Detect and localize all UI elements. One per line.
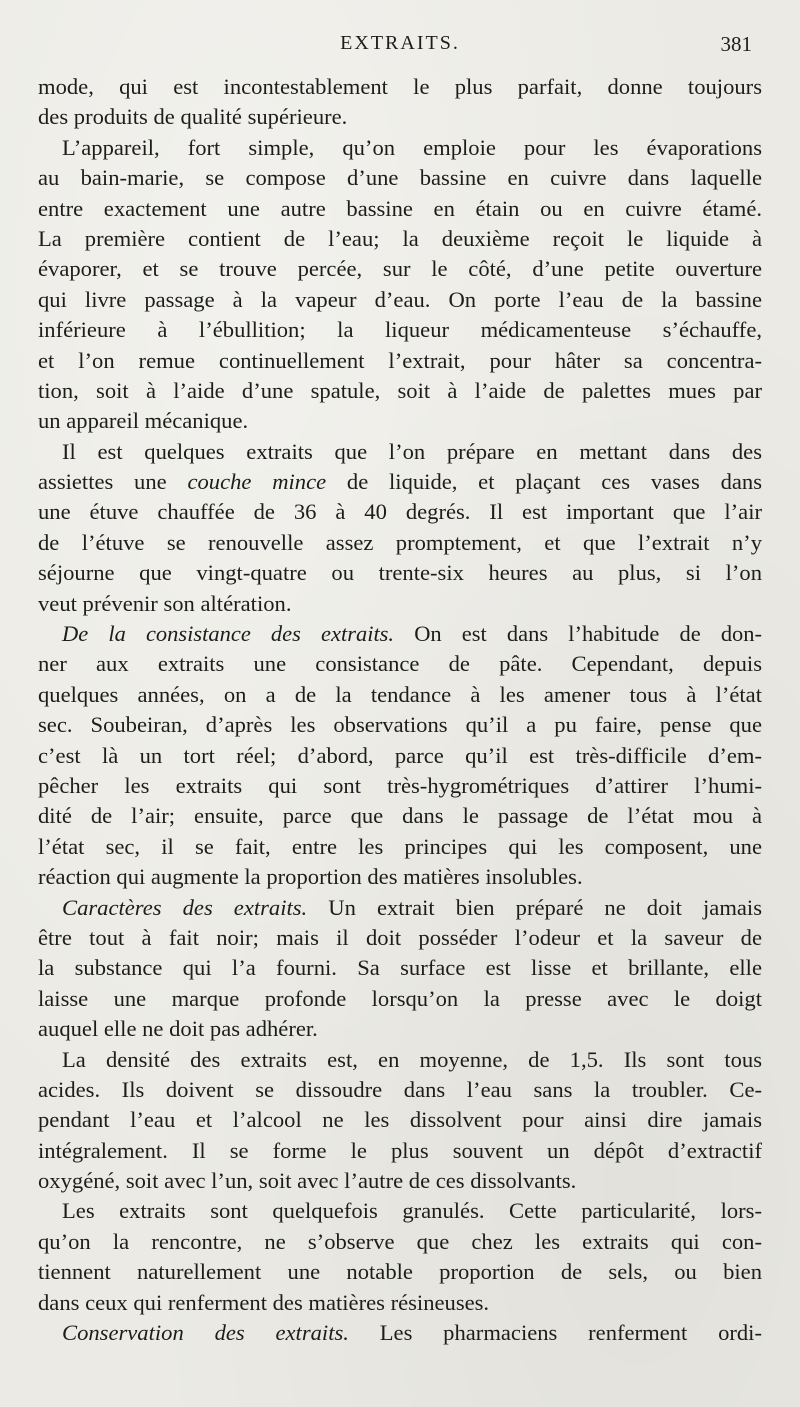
text-line: tion, soit à l’aide d’une spatule, soit à l’aide de palettes mues par	[38, 377, 762, 403]
text-line: être tout à fait noir; mais il doit posséder l’odeur et la saveur de	[38, 924, 762, 950]
text-line: L’appareil, fort simple, qu’on emploie pour les évaporations	[62, 134, 762, 160]
text-line: ner aux extraits une consistance de pâte. Cependant, depuis	[38, 651, 762, 677]
section-heading: Conservation des extraits.	[62, 1320, 349, 1346]
text-line: La première contient de l’eau; la deuxième reçoit le liquide à	[38, 225, 762, 251]
text-line: réaction qui augmente la proportion des matières insolubles.	[38, 864, 583, 890]
text-line	[38, 619, 762, 649]
text-line	[38, 467, 762, 497]
text-line: qui livre passage à la vapeur d’eau. On porte l’eau de la bassine	[38, 286, 762, 312]
text-run: Un extrait bien préparé ne doit jamais	[307, 894, 762, 920]
text-run: On est dans l’habitude de don-	[394, 621, 762, 647]
text-line	[38, 893, 762, 923]
text-line: de l’étuve se renouvelle assez promptement, et que l’extrait n’y	[38, 529, 762, 555]
text-line: des produits de qualité supérieure.	[38, 104, 348, 130]
text-line: évaporer, et se trouve percée, sur le côté, d’une petite ouverture	[38, 256, 762, 282]
text-line: entre exactement une autre bassine en étain ou en cuivre étamé.	[38, 195, 762, 221]
text-line: acides. Ils doivent se dissoudre dans l’eau sans la troubler. Ce-	[38, 1076, 762, 1102]
text-line: l’état sec, il se fait, entre les principes qui les composent, une	[38, 833, 762, 859]
text-line: intégralement. Il se forme le plus souvent un dépôt d’extractif	[38, 1137, 762, 1163]
text-run: de liquide, et plaçant ces vases dans	[326, 469, 762, 495]
text-line: c’est là un tort réel; d’abord, parce qu’il est très-difficile d’em-	[38, 742, 762, 768]
text-run: Les pharmaciens renferment ordi-	[348, 1320, 762, 1346]
text-line: pendant l’eau et l’alcool ne les dissolvent pour ainsi dire jamais	[38, 1107, 762, 1133]
text-line: et l’on remue continuellement l’extrait, pour hâter sa concentra-	[38, 347, 762, 373]
text-line: laisse une marque profonde lorsqu’on la presse avec le doigt	[38, 985, 762, 1011]
text-line: quelques années, on a de la tendance à les amener tous à l’état	[38, 681, 762, 707]
text-line: séjourne que vingt-quatre ou trente-six heures au plus, si l’on	[38, 560, 762, 586]
text-line: pêcher les extraits qui sont très-hygrométriques d’attirer l’humi-	[38, 772, 762, 798]
text-run: assiettes une	[38, 469, 188, 495]
text-line: la substance qui l’a fourni. Sa surface est lisse et brillante, elle	[38, 955, 762, 981]
text-line: Il est quelques extraits que l’on prépare en mettant dans des	[62, 438, 762, 464]
text-line: auquel elle ne doit pas adhérer.	[38, 1016, 318, 1042]
text-line: mode, qui est incontestablement le plus parfait, donne toujours	[38, 74, 762, 99]
text-line: veut prévenir son altération.	[38, 590, 292, 616]
text-line: Les extraits sont quelquefois granulés. Cette particularité, lors-	[62, 1198, 762, 1224]
text-line: dans ceux qui renferment des matières résineuses.	[38, 1289, 490, 1315]
body-text	[38, 72, 762, 1348]
text-line: La densité des extraits est, en moyenne, de 1,5. Ils sont tous	[62, 1046, 762, 1072]
text-line: qu’on la rencontre, ne s’observe que chez les extraits qui con-	[38, 1228, 762, 1254]
text-line: une étuve chauffée de 36 à 40 degrés. Il est important que l’air	[38, 499, 762, 525]
italic-phrase: couche mince	[187, 469, 327, 495]
running-head	[0, 32, 800, 60]
text-line: dité de l’air; ensuite, parce que dans le passage de l’état mou à	[38, 803, 762, 829]
running-title: EXTRAITS.	[340, 32, 460, 54]
text-line	[38, 1318, 762, 1348]
text-line: tiennent naturellement une notable proportion de sels, ou bien	[38, 1259, 762, 1285]
text-line: sec. Soubeiran, d’après les observations qu’il a pu faire, pense que	[38, 712, 762, 738]
section-heading: Caractères des extraits.	[62, 894, 308, 920]
text-line: un appareil mécanique.	[38, 408, 249, 434]
text-line: inférieure à l’ébullition; la liqueur médicamenteuse s’échauffe,	[38, 317, 762, 343]
page-number: 381	[720, 32, 752, 56]
section-heading: De la consistance des extraits.	[62, 621, 395, 647]
text-line: au bain-marie, se compose d’une bassine en cuivre dans laquelle	[38, 165, 762, 191]
text-line: oxygéné, soit avec l’un, soit avec l’autre de ces dissolvants.	[38, 1168, 577, 1194]
